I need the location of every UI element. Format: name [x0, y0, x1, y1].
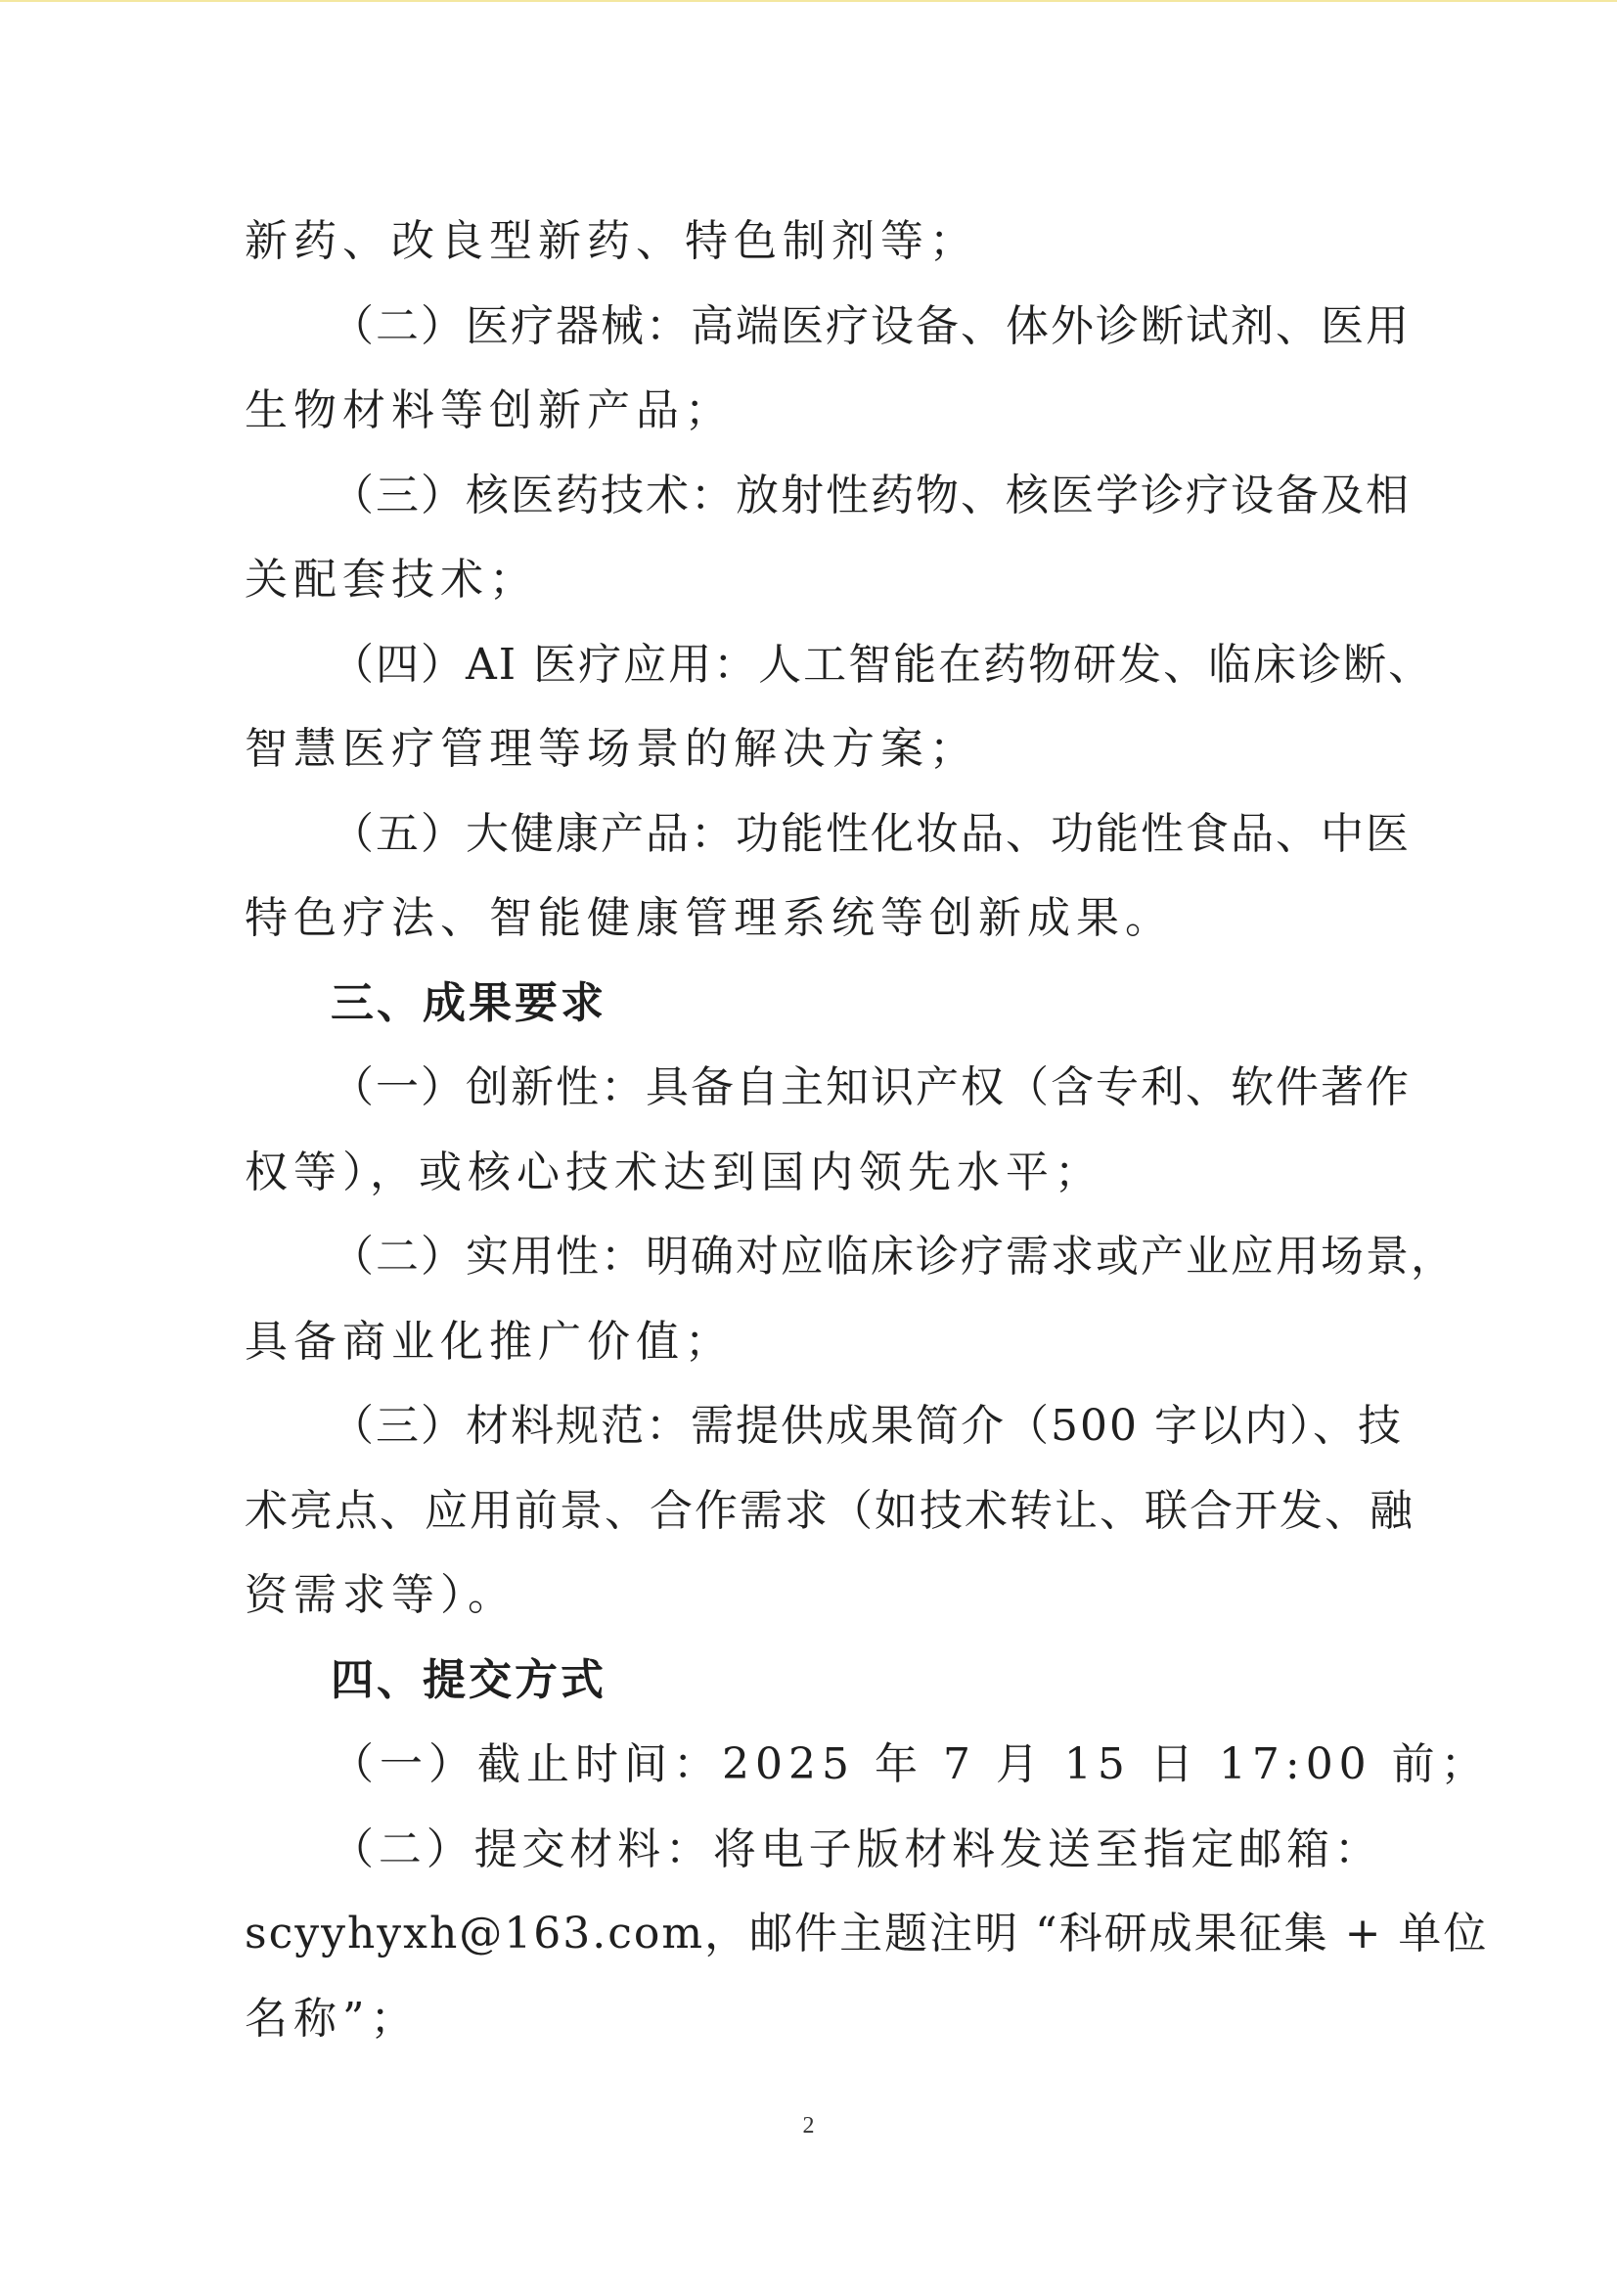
- document-body: [245, 207, 1490, 2069]
- body-line: （四）AI 医疗应用：人工智能在药物研发、临床诊断、: [331, 639, 1434, 690]
- body-line: 新药、改良型新药、特色制剂等；: [245, 216, 978, 266]
- body-line: scyyhyxh@163.com，邮件主题注明 “科研成果征集 + 单位: [245, 1909, 1489, 1958]
- body-line: （一）截止时间：2025 年 7 月 15 日 17:00 前；: [331, 1739, 1490, 1789]
- body-line: 权等），或核心技术达到国内领先水平；: [245, 1147, 1103, 1197]
- section-heading: 四、提交方式: [331, 1654, 606, 1705]
- section-heading: 三、成果要求: [331, 977, 606, 1028]
- body-line: 特色疗法、智能健康管理系统等创新成果。: [245, 893, 1174, 943]
- page-number: 2: [802, 2113, 815, 2138]
- body-line: 名称”；: [245, 1993, 420, 2044]
- body-line: （二）医疗器械：高端医疗设备、体外诊断试剂、医用: [331, 300, 1411, 351]
- body-line: （一）创新性：具备自主知识产权（含专利、软件著作: [331, 1062, 1411, 1112]
- body-line: 生物材料等创新产品；: [245, 385, 734, 435]
- body-line: 智慧医疗管理等场景的解决方案；: [245, 724, 978, 774]
- body-line: （三）材料规范：需提供成果简介（500 字以内）、技: [331, 1401, 1403, 1451]
- body-line: 关配套技术；: [245, 555, 538, 605]
- body-line: 具备商业化推广价值；: [245, 1316, 734, 1367]
- body-line: 资需求等）。: [245, 1570, 517, 1620]
- body-line: （五）大健康产品：功能性化妆品、功能性食品、中医: [331, 808, 1411, 859]
- body-line: （二）提交材料：将电子版材料发送至指定邮箱：: [331, 1823, 1379, 1874]
- body-line: （三）核医药技术：放射性药物、核医学诊疗设备及相: [331, 470, 1411, 520]
- body-line: 术亮点、应用前景、合作需求（如技术转让、联合开发、融: [245, 1485, 1415, 1536]
- body-line: （二）实用性：明确对应临床诊疗需求或产业应用场景，: [331, 1232, 1456, 1282]
